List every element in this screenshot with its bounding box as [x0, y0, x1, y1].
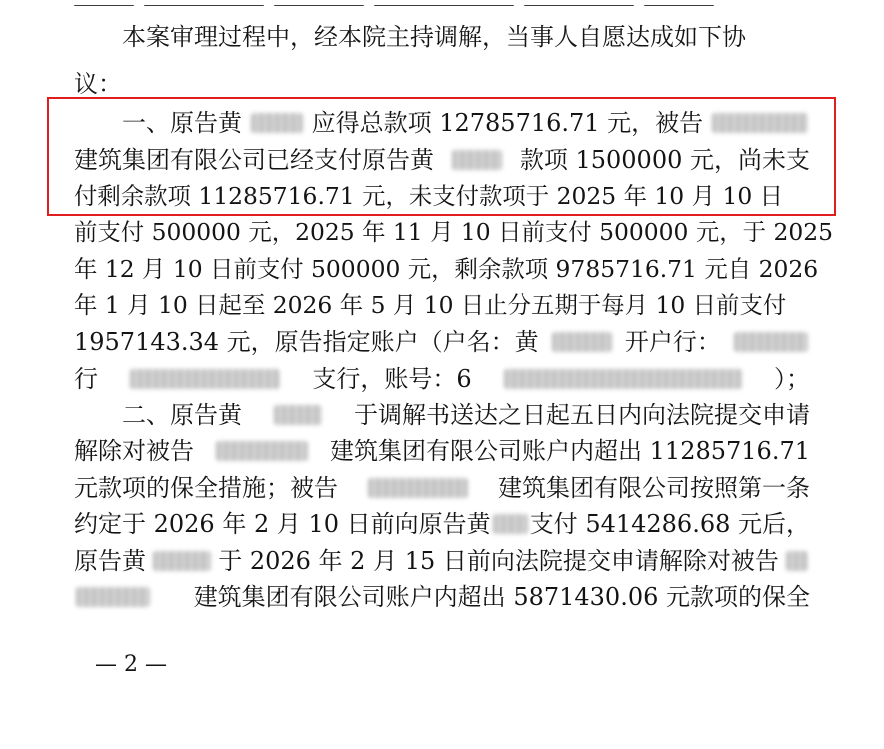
text-segment: 二、原告黄 — [122, 401, 242, 429]
text-segment: 建筑集团有限公司按照第一条 — [498, 474, 810, 502]
redacted-name — [251, 113, 303, 133]
redacted-name — [274, 405, 322, 425]
redacted-bank-branch — [130, 369, 280, 389]
text-segment: 建筑集团有限公司已经支付原告黄 — [74, 146, 434, 174]
text-segment: 年 12 月 10 日前支付 500000 元，剩余款项 9785716.71 元自 2026 — [74, 255, 819, 283]
text-segment: 元款项的保全措施；被告 — [74, 474, 338, 502]
paragraph-intro-line-1 — [122, 18, 810, 56]
text-segment: 于 2026 年 2 月 15 日前向法院提交申请解除对被告 — [218, 547, 779, 575]
text-segment: 于调解书送达之日起五日内向法院提交申请 — [354, 401, 810, 429]
clause-one-line-7 — [74, 323, 810, 361]
text-segment: 款项 1500000 元，尚未支 — [519, 146, 810, 174]
redacted-company-name — [216, 441, 308, 461]
redacted-bank-name — [734, 332, 808, 352]
redacted-company-name — [368, 478, 468, 498]
redacted-company-name — [786, 551, 808, 571]
text-segment: 议： — [74, 70, 122, 98]
clause-two-line-4 — [74, 505, 810, 543]
text-segment: 年 1 月 10 日起至 2026 年 5 月 10 日止分五期于每月 10 日前支付 — [74, 291, 787, 319]
text-segment: 解除对被告 — [74, 437, 194, 465]
clause-one-line-3 — [74, 177, 810, 215]
text-segment: 应得总款项 12785716.71 元，被告 — [311, 109, 704, 137]
clause-one-line-5 — [74, 250, 819, 288]
text-segment: 1957143.34 元，原告指定账户（户名：黄 — [74, 328, 539, 356]
clause-one-line-8 — [74, 360, 810, 398]
cropped-previous-line — [74, 0, 810, 6]
redacted-name — [493, 514, 528, 534]
text-segment: 开户行： — [624, 328, 721, 356]
redacted-company-name — [76, 587, 150, 607]
clause-two-line-3 — [74, 469, 810, 507]
redacted-account-name — [552, 332, 612, 352]
text-segment: 支行，账号：6 — [312, 365, 472, 393]
text-segment: 支付 5414286.68 元后， — [529, 510, 810, 538]
text-segment: 付剩余款项 11285716.71 元，未支付款项于 2025 年 10 月 10 日 — [74, 182, 784, 210]
clause-one-line-4 — [74, 213, 833, 251]
paragraph-intro-line-2 — [74, 65, 810, 103]
text-segment: 前支付 500000 元，2025 年 11 月 10 日前支付 500000 元，于 2025 — [74, 218, 833, 246]
clause-one-line-1 — [122, 104, 810, 142]
text-segment: 一、原告黄 — [122, 109, 242, 137]
text-segment: 建筑集团有限公司账户内超出 11285716.71 — [330, 437, 810, 465]
clause-two-line-1 — [122, 396, 810, 434]
redacted-name — [452, 150, 502, 170]
clause-two-line-2 — [74, 432, 810, 470]
text-segment: 原告黄 — [74, 547, 146, 575]
clause-one-line-6 — [74, 286, 810, 324]
redacted-name — [153, 551, 211, 571]
text-segment: 建筑集团有限公司账户内超出 5871430.06 元款项的保全 — [193, 583, 810, 611]
text-segment: 本案审理过程中，经本院主持调解，当事人自愿达成如下协 — [122, 23, 746, 51]
clause-one-line-2 — [74, 141, 810, 179]
text-segment: 约定于 2026 年 2 月 10 日前向原告黄 — [74, 510, 491, 538]
page-number: — 2 — — [95, 652, 167, 677]
clause-two-line-5 — [74, 542, 810, 580]
redacted-company-name — [712, 113, 808, 133]
text-segment: 行 — [74, 365, 98, 393]
redacted-account-number — [504, 369, 742, 389]
text-segment: ）； — [773, 365, 810, 393]
clause-two-line-6 — [74, 578, 810, 616]
